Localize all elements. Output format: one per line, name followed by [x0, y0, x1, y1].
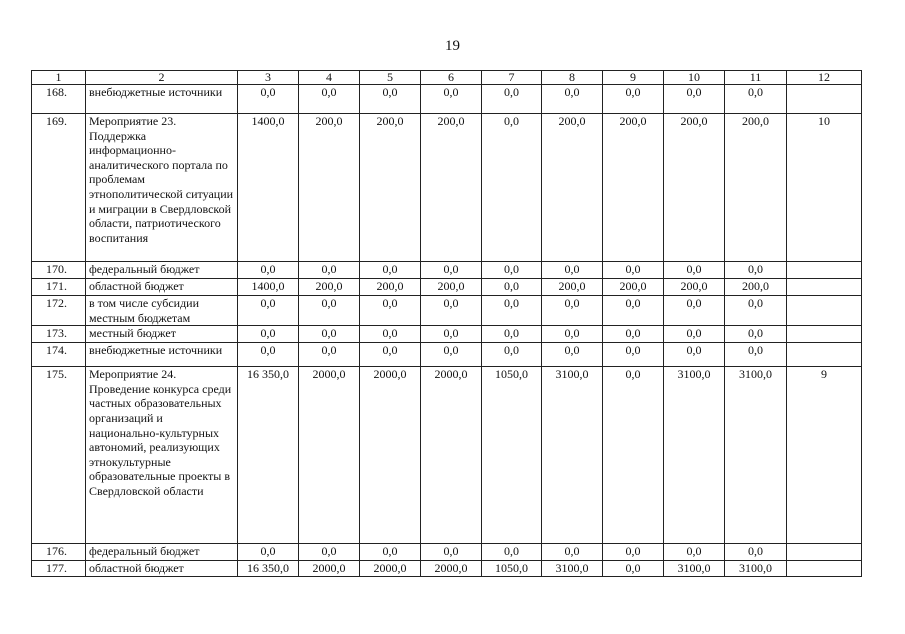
column-header: 7 — [482, 71, 542, 85]
column-header: 1 — [32, 71, 86, 85]
row-number: 177. — [32, 561, 86, 577]
row-number: 176. — [32, 544, 86, 561]
column-header: 12 — [787, 71, 862, 85]
target-indicator-cell — [787, 279, 862, 296]
table-row — [32, 85, 862, 114]
column-header: 4 — [299, 71, 360, 85]
value-cell: 0,0 — [603, 296, 664, 326]
value-cell: 1050,0 — [482, 367, 542, 544]
value-cell: 0,0 — [421, 296, 482, 326]
value-cell: 2000,0 — [421, 367, 482, 544]
value-cell: 2000,0 — [360, 561, 421, 577]
target-indicator-cell — [787, 296, 862, 326]
value-cell: 0,0 — [542, 326, 603, 343]
value-cell: 200,0 — [360, 114, 421, 262]
table-row — [32, 326, 862, 343]
value-cell: 0,0 — [421, 85, 482, 114]
value-cell: 200,0 — [603, 279, 664, 296]
value-cell: 0,0 — [421, 343, 482, 367]
value-cell: 0,0 — [238, 343, 299, 367]
value-cell: 16 350,0 — [238, 561, 299, 577]
row-name: Мероприятие 23. Поддержка информационно-аналитического портала по проблемам этнополитической ситуации и миграции в Свердловской области, патриотического воспитания — [86, 114, 238, 262]
value-cell: 0,0 — [360, 296, 421, 326]
value-cell: 0,0 — [482, 85, 542, 114]
value-cell: 0,0 — [299, 544, 360, 561]
value-cell: 2000,0 — [421, 561, 482, 577]
value-cell: 0,0 — [603, 561, 664, 577]
value-cell: 0,0 — [360, 544, 421, 561]
column-header: 9 — [603, 71, 664, 85]
value-cell: 0,0 — [664, 262, 725, 279]
table-row — [32, 262, 862, 279]
table-row — [32, 296, 862, 326]
target-indicator-cell — [787, 85, 862, 114]
value-cell: 200,0 — [725, 279, 787, 296]
value-cell: 0,0 — [482, 262, 542, 279]
value-cell: 0,0 — [603, 544, 664, 561]
row-name: в том числе субсидии местным бюджетам — [86, 296, 238, 326]
value-cell: 0,0 — [603, 367, 664, 544]
value-cell: 16 350,0 — [238, 367, 299, 544]
value-cell: 0,0 — [725, 544, 787, 561]
value-cell: 0,0 — [603, 343, 664, 367]
value-cell: 0,0 — [542, 343, 603, 367]
value-cell: 0,0 — [542, 85, 603, 114]
value-cell: 200,0 — [421, 279, 482, 296]
table-row — [32, 114, 862, 262]
value-cell: 0,0 — [664, 544, 725, 561]
value-cell: 3100,0 — [725, 561, 787, 577]
table-row — [32, 343, 862, 367]
value-cell: 200,0 — [360, 279, 421, 296]
column-header: 2 — [86, 71, 238, 85]
table-row — [32, 367, 862, 544]
value-cell: 0,0 — [421, 326, 482, 343]
column-header: 11 — [725, 71, 787, 85]
value-cell: 0,0 — [664, 296, 725, 326]
value-cell: 0,0 — [482, 343, 542, 367]
value-cell: 3100,0 — [664, 561, 725, 577]
budget-table — [31, 70, 862, 577]
value-cell: 0,0 — [603, 326, 664, 343]
value-cell: 0,0 — [725, 326, 787, 343]
value-cell: 0,0 — [299, 262, 360, 279]
table-row — [32, 561, 862, 577]
value-cell: 3100,0 — [542, 367, 603, 544]
value-cell: 2000,0 — [299, 367, 360, 544]
value-cell: 0,0 — [299, 85, 360, 114]
value-cell: 200,0 — [421, 114, 482, 262]
row-name: внебюджетные источники — [86, 343, 238, 367]
table-row — [32, 544, 862, 561]
value-cell: 0,0 — [664, 326, 725, 343]
row-name: областной бюджет — [86, 279, 238, 296]
value-cell: 1400,0 — [238, 114, 299, 262]
value-cell: 0,0 — [542, 544, 603, 561]
value-cell: 200,0 — [664, 279, 725, 296]
value-cell: 0,0 — [664, 85, 725, 114]
value-cell: 2000,0 — [360, 367, 421, 544]
value-cell: 0,0 — [360, 262, 421, 279]
value-cell: 0,0 — [299, 296, 360, 326]
row-name: Мероприятие 24. Проведение конкурса среди частных образовательных организаций и национально-культурных автономий, реализующих этнокультурные образовательные проекты в Свердловской области — [86, 367, 238, 544]
value-cell: 0,0 — [360, 326, 421, 343]
column-header: 5 — [360, 71, 421, 85]
value-cell: 0,0 — [421, 544, 482, 561]
target-indicator-cell — [787, 262, 862, 279]
value-cell: 3100,0 — [664, 367, 725, 544]
table-header-row — [32, 71, 862, 85]
value-cell: 0,0 — [360, 85, 421, 114]
row-number: 170. — [32, 262, 86, 279]
value-cell: 0,0 — [299, 326, 360, 343]
value-cell: 0,0 — [603, 262, 664, 279]
value-cell: 0,0 — [421, 262, 482, 279]
value-cell: 0,0 — [482, 114, 542, 262]
column-header: 6 — [421, 71, 482, 85]
value-cell: 200,0 — [299, 279, 360, 296]
value-cell: 0,0 — [542, 262, 603, 279]
value-cell: 0,0 — [238, 85, 299, 114]
target-indicator-cell: 9 — [787, 367, 862, 544]
column-header: 8 — [542, 71, 603, 85]
value-cell: 1050,0 — [482, 561, 542, 577]
page-number: 19 — [445, 38, 460, 54]
value-cell: 3100,0 — [725, 367, 787, 544]
value-cell: 0,0 — [482, 544, 542, 561]
value-cell: 0,0 — [238, 544, 299, 561]
value-cell: 0,0 — [482, 296, 542, 326]
value-cell: 0,0 — [238, 296, 299, 326]
value-cell: 200,0 — [299, 114, 360, 262]
value-cell: 0,0 — [664, 343, 725, 367]
value-cell: 0,0 — [299, 343, 360, 367]
value-cell: 0,0 — [482, 279, 542, 296]
target-indicator-cell — [787, 326, 862, 343]
value-cell: 0,0 — [238, 326, 299, 343]
row-number: 175. — [32, 367, 86, 544]
value-cell: 0,0 — [725, 296, 787, 326]
target-indicator-cell — [787, 561, 862, 577]
value-cell: 0,0 — [238, 262, 299, 279]
column-header: 10 — [664, 71, 725, 85]
row-name: областной бюджет — [86, 561, 238, 577]
value-cell: 200,0 — [603, 114, 664, 262]
row-number: 172. — [32, 296, 86, 326]
row-name: федеральный бюджет — [86, 544, 238, 561]
value-cell: 0,0 — [725, 262, 787, 279]
value-cell: 3100,0 — [542, 561, 603, 577]
value-cell: 200,0 — [725, 114, 787, 262]
value-cell: 200,0 — [664, 114, 725, 262]
value-cell: 2000,0 — [299, 561, 360, 577]
column-header: 3 — [238, 71, 299, 85]
row-number: 174. — [32, 343, 86, 367]
row-name: внебюджетные источники — [86, 85, 238, 114]
table-row — [32, 279, 862, 296]
row-number: 168. — [32, 85, 86, 114]
value-cell: 0,0 — [725, 343, 787, 367]
value-cell: 0,0 — [725, 85, 787, 114]
value-cell: 200,0 — [542, 279, 603, 296]
row-number: 169. — [32, 114, 86, 262]
value-cell: 0,0 — [360, 343, 421, 367]
value-cell: 0,0 — [482, 326, 542, 343]
target-indicator-cell: 10 — [787, 114, 862, 262]
row-name: местный бюджет — [86, 326, 238, 343]
value-cell: 0,0 — [603, 85, 664, 114]
target-indicator-cell — [787, 544, 862, 561]
row-number: 171. — [32, 279, 86, 296]
row-name: федеральный бюджет — [86, 262, 238, 279]
value-cell: 200,0 — [542, 114, 603, 262]
target-indicator-cell — [787, 343, 862, 367]
value-cell: 1400,0 — [238, 279, 299, 296]
row-number: 173. — [32, 326, 86, 343]
value-cell: 0,0 — [542, 296, 603, 326]
